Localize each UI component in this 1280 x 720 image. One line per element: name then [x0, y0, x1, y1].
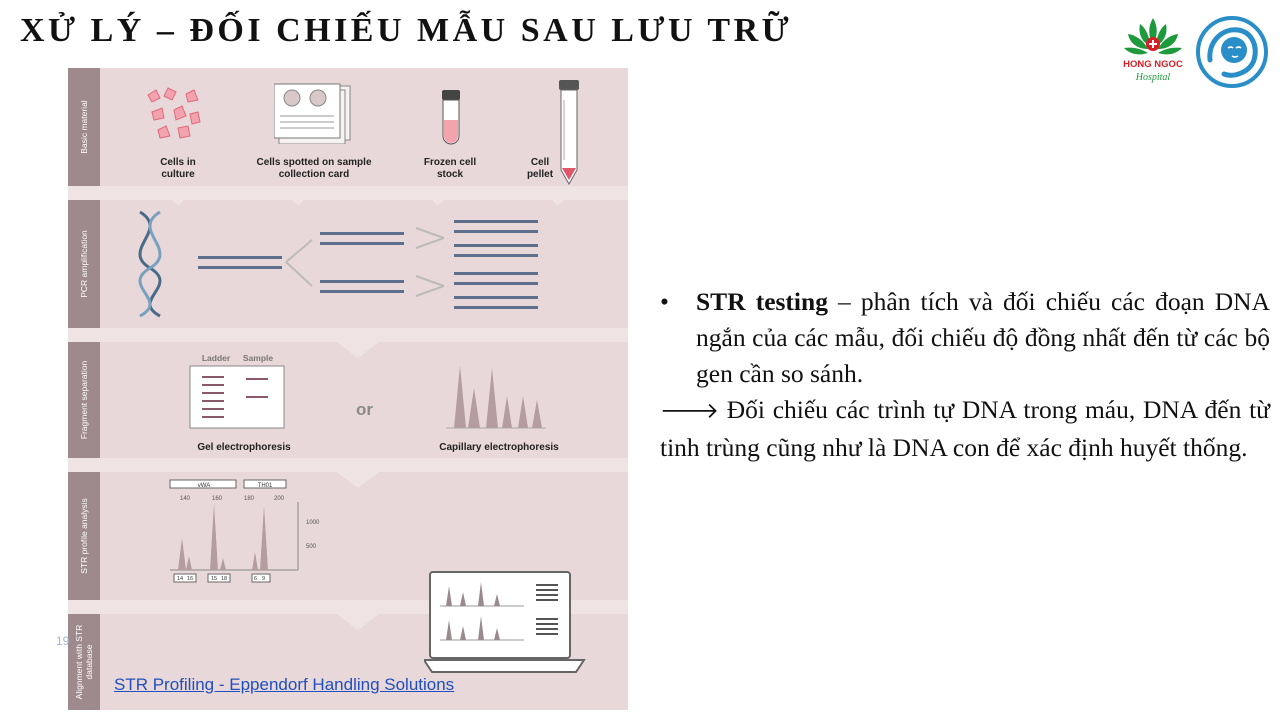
- gel-sample-label: Sample: [242, 353, 274, 363]
- allele-label: 18: [221, 576, 228, 582]
- cells-in-culture-icon: [138, 80, 208, 150]
- item-cells-culture: Cells in culture: [160, 157, 196, 180]
- marker-vwa: vWA: [197, 483, 211, 489]
- gel-caption: Gel electrophoresis: [197, 442, 291, 453]
- tick-label: 180: [244, 496, 255, 502]
- paragraph-text: Đối chiếu các trình tự DNA trong máu, DNA đến từ tinh trùng cũng như là DNA con để xác định huyết thống.: [660, 395, 1270, 462]
- frozen-vial-icon: [438, 90, 464, 146]
- ytick-label: 1000: [306, 520, 320, 526]
- page-number: 19: [56, 634, 70, 648]
- tick-label: 140: [180, 496, 191, 502]
- section-label-pcr: PCR amplification: [68, 200, 100, 328]
- item-sample-card: Cells spotted on sample collection card: [256, 157, 372, 180]
- bullet-bold: STR testing: [696, 287, 828, 316]
- section-label-alignment: Alignment with STR database: [68, 614, 100, 710]
- allele-label: 15: [211, 576, 218, 582]
- str-profiling-figure: [68, 68, 628, 710]
- section-label-fragment: Fragment separation: [68, 342, 100, 458]
- pcr-diagram: [100, 200, 628, 328]
- section-label-basic: Basic material: [68, 68, 100, 186]
- source-link[interactable]: STR Profiling - Eppendorf Handling Solutions: [114, 675, 455, 694]
- tick-label: 200: [274, 496, 285, 502]
- laptop-icon: [424, 568, 588, 676]
- item-cell-pellet: Cell pellet: [526, 157, 554, 180]
- str-profile-chart: [166, 478, 336, 586]
- gel-icon: [188, 360, 288, 432]
- arrow-icon: 🡒: [660, 399, 719, 424]
- bullet-item: [660, 284, 1270, 392]
- sample-card-icon: [274, 82, 354, 144]
- capillary-peaks-icon: [446, 360, 546, 432]
- content-text: [660, 284, 1270, 466]
- conclusion-paragraph: [660, 392, 1270, 466]
- mother-baby-icon: [1194, 14, 1270, 90]
- slide-title: XỬ LÝ – ĐỐI CHIẾU MẪU SAU LƯU TRỮ: [20, 12, 793, 49]
- hospital-logo: [1118, 14, 1188, 88]
- hospital-sub: Hospital: [1135, 72, 1171, 83]
- item-frozen-stock: Frozen cell stock: [423, 157, 477, 180]
- bullet-dot: •: [660, 287, 669, 316]
- marker-th01: TH01: [257, 483, 273, 489]
- or-label: or: [356, 400, 373, 419]
- tick-label: 160: [212, 496, 223, 502]
- allele-label: 6: [254, 576, 258, 582]
- bullet-text: – phân tích và đối chiếu các đoạn DNA ngắn của các mẫu, đối chiếu độ đồng nhất đến từ các bộ gen cần so sánh.: [696, 287, 1270, 388]
- section-label-str: STR profile analysis: [68, 472, 100, 600]
- hospital-name: HONG NGOC: [1123, 59, 1183, 70]
- allele-label: 9: [262, 576, 266, 582]
- allele-label: 14: [177, 576, 184, 582]
- allele-label: 16: [187, 576, 194, 582]
- gel-ladder-label: Ladder: [201, 353, 231, 363]
- ytick-label: 500: [306, 544, 317, 550]
- capillary-caption: Capillary electrophoresis: [439, 442, 559, 453]
